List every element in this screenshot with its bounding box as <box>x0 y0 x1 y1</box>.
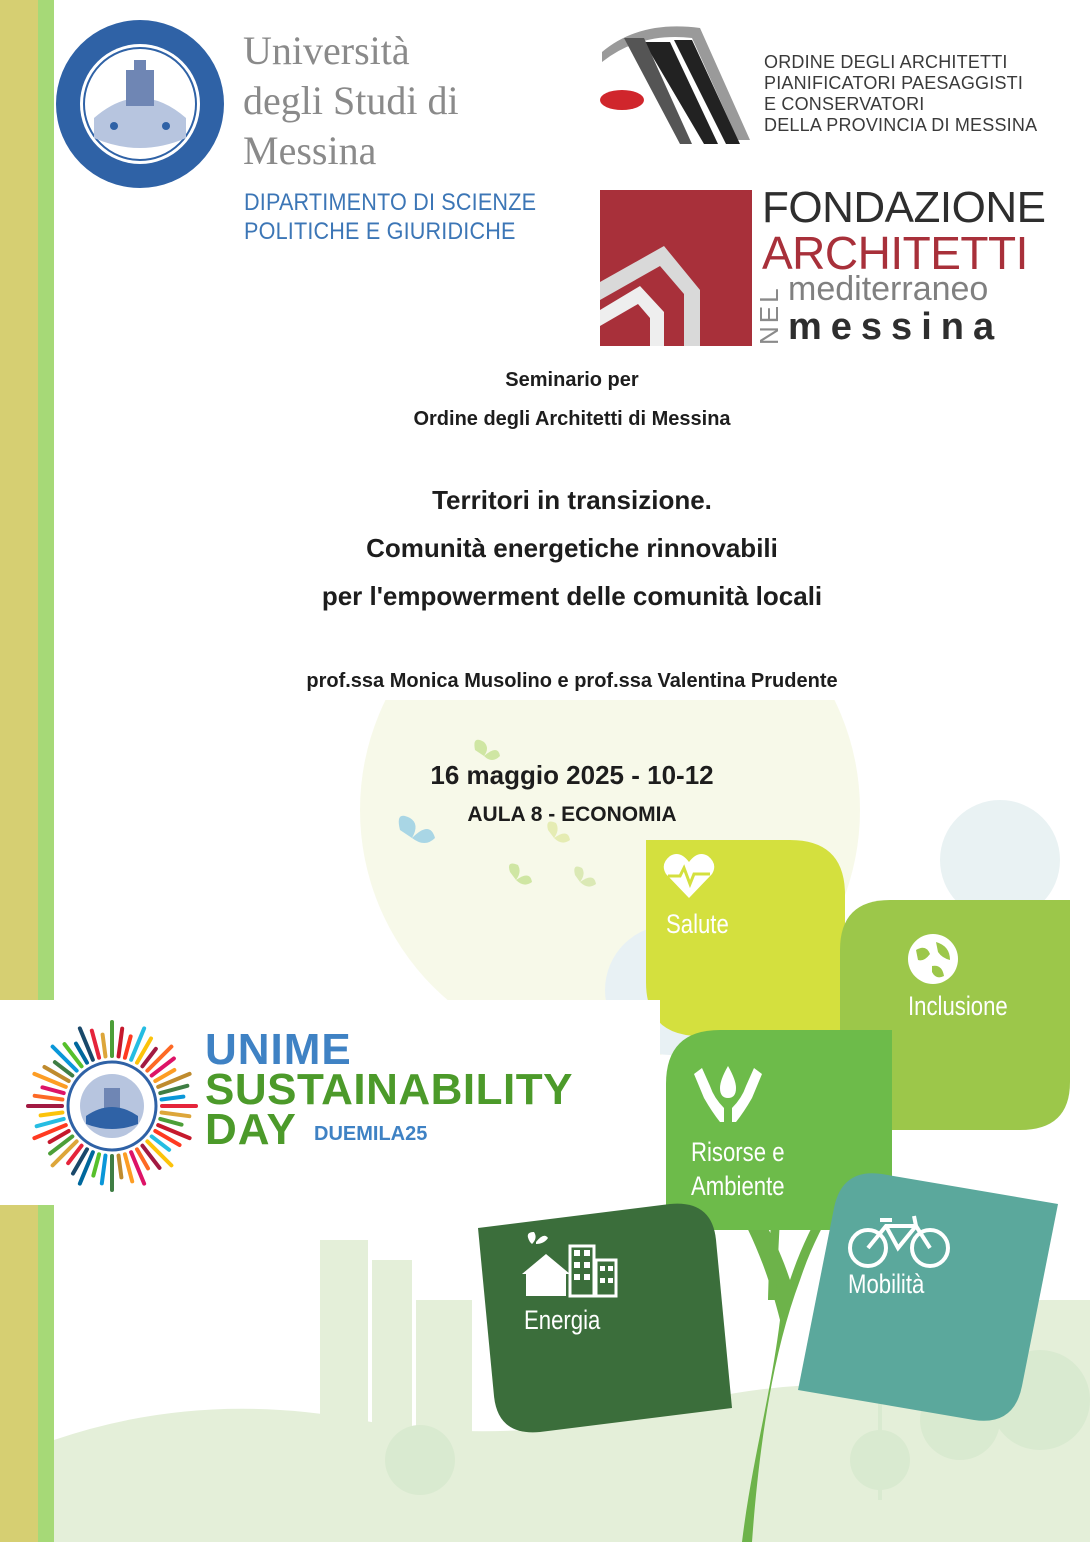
seminar-title-line-3: per l'empowerment delle comunità locali <box>321 581 823 611</box>
sunburst-ray <box>37 1119 64 1126</box>
university-name-line-1: Università <box>243 28 410 73</box>
sunburst-ray <box>125 1036 131 1057</box>
mediterraneo-word: mediterraneo <box>788 270 989 308</box>
sunburst-ray <box>119 1029 123 1057</box>
fondazione-architetti-logo <box>600 190 752 346</box>
ordine-line-3: E CONSERVATORI <box>764 94 925 114</box>
unime-sustainability-sunburst-logo <box>24 1018 200 1194</box>
architetti-word: ARCHITETTI <box>762 227 1028 279</box>
house-buildings-icon <box>518 1230 622 1298</box>
ordine-line-2: PIANIFICATORI PAESAGGISTI <box>764 73 1024 93</box>
university-name-line-2: degli Studi di <box>243 78 459 123</box>
sunburst-ray <box>162 1097 184 1100</box>
sunburst-ray <box>147 1141 171 1165</box>
sunburst-ray <box>147 1047 171 1071</box>
sunburst-ray <box>92 1031 99 1058</box>
department-name <box>244 188 550 246</box>
university-seal-logo <box>54 18 226 190</box>
department-line-1: DIPARTIMENTO DI SCIENZE <box>244 189 537 216</box>
sunburst-ray <box>125 1154 132 1181</box>
sunburst-ray <box>103 1035 106 1057</box>
ordine-architetti-logo <box>600 22 760 147</box>
sunburst-ray <box>53 1047 77 1071</box>
nel-text: NEL <box>754 285 784 345</box>
seminar-title-line-1: Territori in transizione. <box>432 485 712 515</box>
sunburst-ray <box>35 1096 63 1100</box>
leaf-label-salute: Salute <box>666 909 729 939</box>
sunburst-ray <box>119 1156 122 1178</box>
sunburst-ray <box>93 1154 99 1175</box>
sunburst-ray <box>41 1113 63 1116</box>
sunburst-ray <box>102 1156 106 1184</box>
heart-pulse-icon <box>662 852 716 900</box>
leaf-label-risorse-line-1: Risorse e <box>691 1137 785 1167</box>
leaf-label-energia: Energia <box>524 1305 601 1335</box>
seminar-title-line-2: Comunità energetiche rinnovabili <box>366 533 778 563</box>
ordine-line-1: ORDINE DEGLI ARCHITETTI <box>764 52 1008 72</box>
leaf-label-inclusione: Inclusione <box>908 991 1008 1021</box>
sunburst-ray <box>160 1086 187 1093</box>
bicycle-icon <box>846 1214 952 1270</box>
hands-drop-icon <box>690 1058 766 1130</box>
sunburst-ray <box>162 1113 190 1117</box>
leaf-label-mobilita: Mobilità <box>848 1269 925 1299</box>
sunburst-ray <box>53 1141 77 1165</box>
ordine-architetti-text <box>764 52 1084 136</box>
department-line-2: POLITICHE E GIURIDICHE <box>244 218 516 245</box>
fondazione-word: FONDAZIONE <box>762 183 1046 232</box>
messina-word: messina <box>788 306 1004 348</box>
day-word: DAY <box>205 1105 297 1154</box>
unime-word: UNIME <box>205 1025 352 1074</box>
seminar-room: AULA 8 - ECONOMIA <box>467 803 677 826</box>
edition-word: DUEMILA25 <box>314 1123 428 1145</box>
university-name-line-3: Messina <box>243 128 377 173</box>
university-name <box>243 26 573 176</box>
leaf-label-risorse-line-2: Ambiente <box>691 1171 785 1201</box>
seminar-date-time: 16 maggio 2025 - 10-12 <box>430 760 714 790</box>
ordine-line-4: DELLA PROVINCIA DI MESSINA <box>764 115 1038 135</box>
seminar-intro-line-2: Ordine degli Architetti di Messina <box>413 408 731 430</box>
sustainability-word: SUSTAINABILITY <box>205 1065 573 1114</box>
sunburst-ray <box>42 1087 63 1093</box>
sunburst-ray <box>160 1119 181 1125</box>
seminar-intro-line-1: Seminario per <box>505 369 639 391</box>
globe-icon <box>906 932 960 986</box>
leaf-mobilita <box>798 1173 1058 1421</box>
seminar-speakers: prof.ssa Monica Musolino e prof.ssa Valentina Prudente <box>306 670 838 692</box>
